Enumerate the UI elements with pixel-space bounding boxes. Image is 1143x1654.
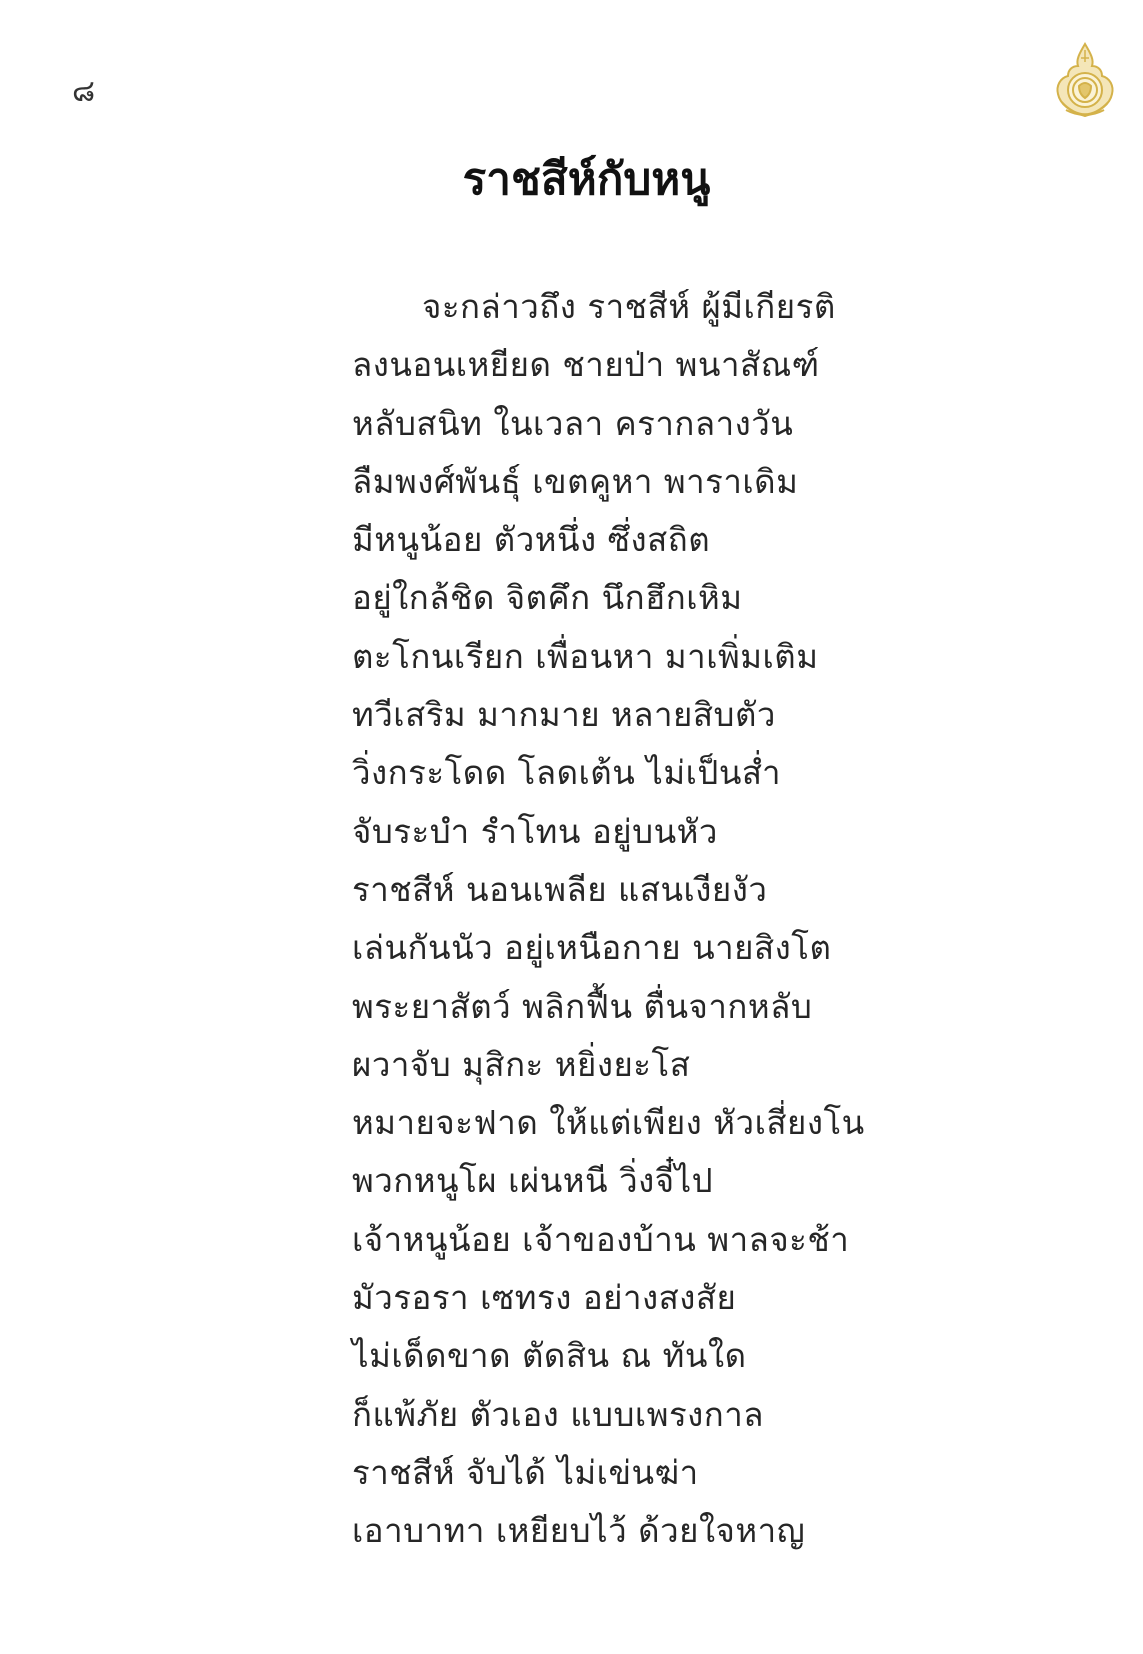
poem-line: ไม่เด็ดขาด ตัดสิน ณ ทันใด	[352, 1336, 747, 1376]
poem-title: ราชสีห์กับหนู	[462, 154, 711, 205]
poem-line: จับระบำ รำโทน อยู่บนหัว	[352, 811, 718, 851]
poem-line: ตะโกนเรียก เพื่อนหา มาเพิ่มเติม	[352, 636, 819, 676]
poem-line: เอาบาทา เหยียบไว้ ด้วยใจหาญ	[352, 1511, 806, 1551]
poem-line: ผวาจับ มุสิกะ หยิ่งยะโส	[352, 1044, 691, 1084]
poem-line: ก็แพ้ภัย ตัวเอง แบบเพรงกาล	[352, 1394, 765, 1434]
poem-line: ลงนอนเหยียด ชายป่า พนาสัณฑ์	[352, 345, 820, 385]
poem-line: มัวรอรา เซทรง อย่างสงสัย	[352, 1278, 737, 1318]
royal-emblem-icon	[1046, 40, 1124, 124]
poem-line: ทวีเสริม มากมาย หลายสิบตัว	[352, 695, 776, 735]
poem-line: อยู่ใกล้ชิด จิตคึก นึกฮึกเหิม	[352, 578, 743, 618]
poem-body	[352, 278, 1112, 1561]
page-number: ๘	[72, 74, 96, 109]
poem-line: พวกหนูโผ เผ่นหนี วิ่งจี๋ไป	[352, 1161, 714, 1201]
poem-line: พระยาสัตว์ พลิกฟื้น ตื่นจากหลับ	[352, 986, 813, 1026]
poem-line: เจ้าหนูน้อย เจ้าของบ้าน พาลจะช้า	[352, 1219, 850, 1259]
poem-line: ราชสีห์ นอนเพลีย แสนเงียงัว	[352, 869, 768, 909]
poem-line: หมายจะฟาด ให้แต่เพียง หัวเสี่ยงโน	[352, 1103, 865, 1143]
poem-line: วิ่งกระโดด โลดเต้น ไม่เป็นส่ำ	[352, 753, 782, 793]
poem-line: เล่นกันนัว อยู่เหนือกาย นายสิงโต	[352, 928, 832, 968]
poem-line: ลืมพงศ์พันธุ์ เขตคูหา พาราเดิม	[352, 461, 799, 501]
poem-line: จะกล่าวถึง ราชสีห์ ผู้มีเกียรติ	[422, 287, 836, 326]
poem-line: มีหนูน้อย ตัวหนึ่ง ซึ่งสถิต	[352, 520, 711, 560]
poem-line: ราชสีห์ จับได้ ไม่เข่นฆ่า	[352, 1452, 699, 1492]
poem-line: หลับสนิท ในเวลา ครากลางวัน	[352, 403, 794, 443]
